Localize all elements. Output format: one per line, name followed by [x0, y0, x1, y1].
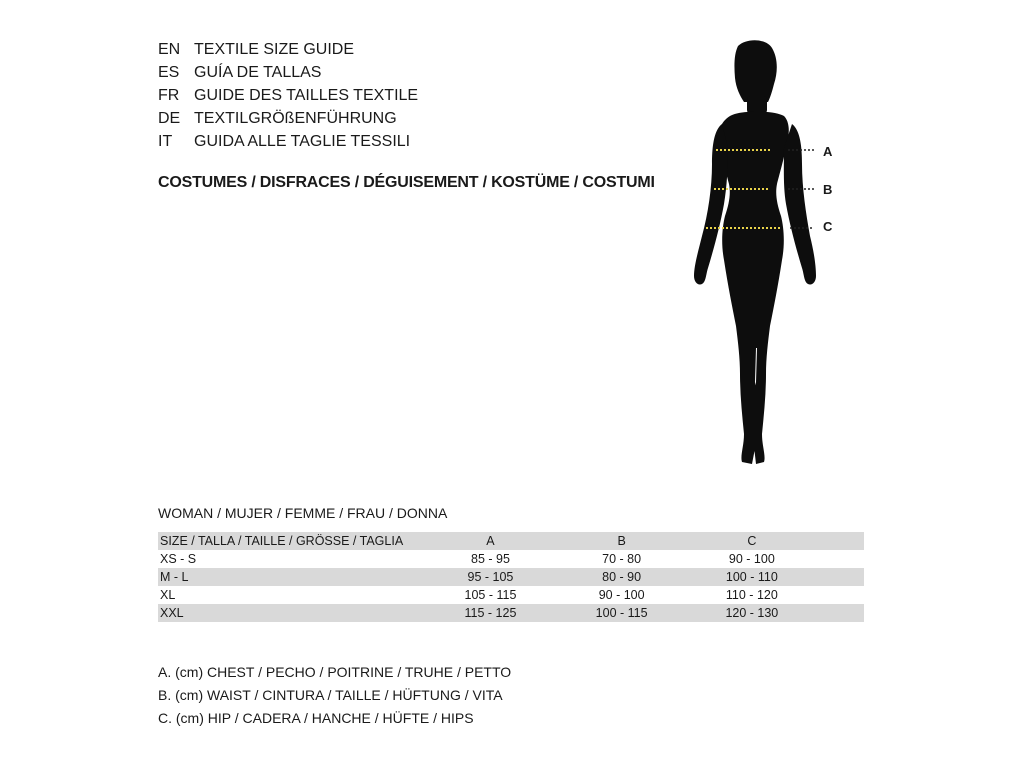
legend-item-a: A. (cm) CHEST / PECHO / POITRINE / TRUHE / PETTO: [158, 664, 512, 680]
guide-title: TEXTILE SIZE GUIDE: [194, 41, 355, 58]
language-code: EN: [158, 41, 181, 58]
waist-cell: 80 - 90: [602, 570, 642, 584]
measurement-legend: [158, 662, 511, 731]
guide-title: GUÍA DE TALLAS: [194, 64, 322, 81]
waist-cell: 90 - 100: [598, 588, 645, 602]
waist-cell: 100 - 115: [595, 606, 648, 620]
table-row: [158, 586, 864, 604]
marker-label-a: A: [823, 144, 833, 159]
hip-cell: 100 - 110: [725, 570, 778, 584]
size-table: [158, 532, 864, 622]
language-code: DE: [158, 110, 181, 127]
marker-label-b: B: [823, 182, 833, 197]
hip-cell: 90 - 100: [728, 552, 775, 566]
table-row: [158, 604, 864, 622]
chest-cell: 95 - 105: [467, 570, 514, 584]
header-b: B: [617, 534, 626, 548]
size-cell: M - L: [160, 570, 189, 584]
chest-cell: 85 - 95: [471, 552, 510, 566]
table-row: [158, 568, 864, 586]
hip-cell: 110 - 120: [725, 588, 778, 602]
silhouette-icon: [694, 40, 816, 464]
hip-cell: 120 - 130: [725, 606, 779, 620]
guide-titles: [158, 40, 418, 155]
language-code: ES: [158, 64, 180, 81]
legend-item-c: C. (cm) HIP / CADERA / HANCHE / HÜFTE / HIPS: [158, 710, 474, 726]
chest-cell: 115 - 125: [464, 606, 517, 620]
costumes-subtitle: COSTUMES / DISFRACES / DÉGUISEMENT / KOSTÜME / COSTUMI: [158, 174, 655, 191]
guide-title: GUIDA ALLE TAGLIE TESSILI: [194, 133, 411, 150]
title-row-en: [158, 40, 418, 63]
header-size: SIZE / TALLA / TAILLE / GRÖSSE / TAGLIA: [160, 534, 404, 548]
woman-section-title: WOMAN / MUJER / FEMME / FRAU / DONNA: [158, 505, 448, 521]
header-a: A: [486, 534, 495, 548]
title-row-de: [158, 109, 418, 132]
language-code: FR: [158, 87, 180, 104]
size-cell: XL: [160, 588, 176, 602]
marker-label-c: C: [823, 219, 833, 234]
guide-title: GUIDE DES TAILLES TEXTILE: [194, 87, 419, 104]
title-row-fr: [158, 86, 418, 109]
size-cell: XS - S: [160, 552, 197, 566]
waist-cell: 70 - 80: [602, 552, 642, 566]
header-c: C: [747, 534, 757, 548]
table-header-row: [158, 532, 864, 550]
legend-item-b: B. (cm) WAIST / CINTURA / TAILLE / HÜFTUNG / VITA: [158, 687, 503, 703]
table-row: [158, 550, 864, 568]
guide-title: TEXTILGRÖßENFÜHRUNG: [194, 110, 397, 127]
chest-cell: 105 - 115: [464, 588, 517, 602]
title-row-it: [158, 132, 418, 155]
woman-silhouette-figure: [686, 38, 846, 470]
title-row-es: [158, 63, 418, 86]
language-code: IT: [158, 133, 173, 150]
size-cell: XXL: [160, 606, 184, 620]
